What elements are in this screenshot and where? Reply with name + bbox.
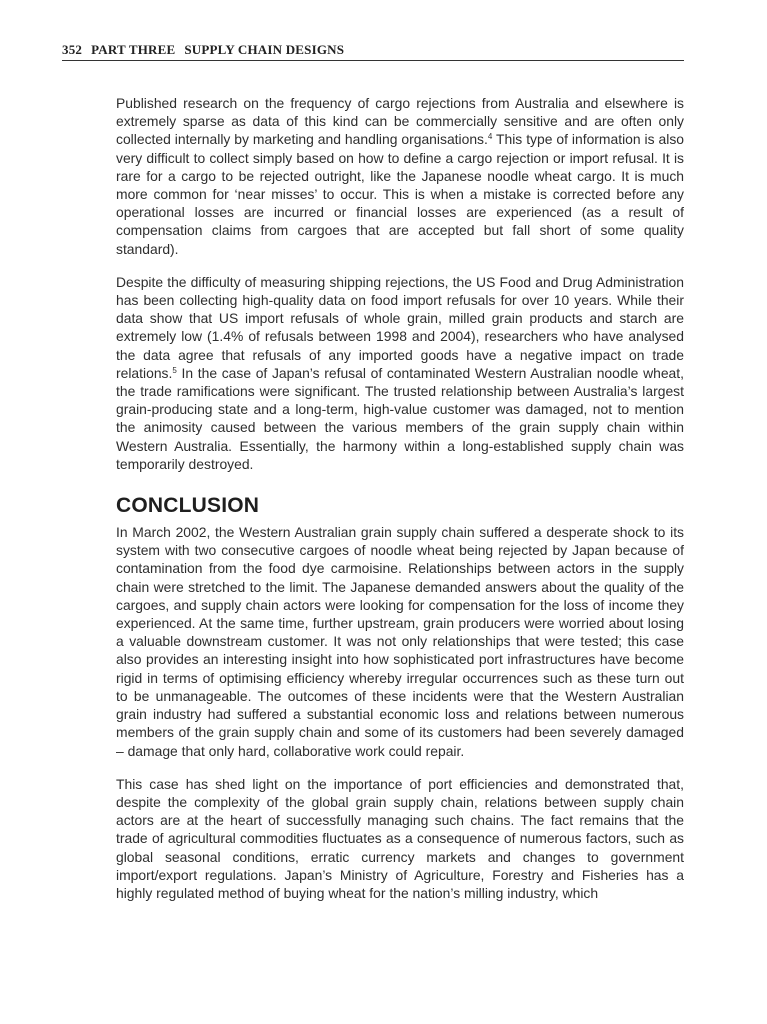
section-title: SUPPLY CHAIN DESIGNS [184,42,345,57]
paragraph-text: Published research on the frequency of cargo rejections from Australia and elsewhere is extremely sparse as data of this kind can be commercially sensitive and are often only collected internally by marketing and handling organisations. [116,95,684,148]
part-label: PART THREE [91,42,176,57]
paragraph-fda-refusals [116,273,684,473]
footnote-marker: 5 [172,365,177,375]
page-number: 352 [62,42,83,57]
conclusion-heading: CONCLUSION [116,494,260,518]
paragraph-text: In the case of Japan’s refusal of contaminated Western Australian noodle wheat, the trade ramifications were significant. The trusted relationship between Australia’s largest grain-producing state and a long-term, high-value customer was damaged, not to mention the animosity caused between the various members of the grain supply chain within Western Australia. Essentially, the harmony within a long-established supply chain was temporarily destroyed. [116,364,684,472]
body-text [116,94,684,902]
paragraph-conclusion-2: This case has shed light on the importance of port efficiencies and demonstrated that, despite the complexity of the global grain supply chain, relations between supply chain actors are at the heart of successfully managing such chains. The fact remains that the trade of agricultural commodities fluctuates as a consequence of numerous factors, such as global seasonal conditions, erratic currency markets and changes to government import/export regulations. Japan’s Ministry of Agriculture, Forestry and Fisheries has a highly regulated method of buying wheat for the nation’s milling industry, which [116,775,684,901]
header-rule [62,60,684,61]
paragraph-text: This type of information is also very difficult to collect simply based on how to define a cargo rejection or import refusal. It is rare for a cargo to be rejected outright, like the Japanese noodle wheat cargo. It is much more common for ‘near misses’ to occur. This is when a mistake is corrected before any operational losses are incurred or financial losses are experienced (as a result of compensation claims from cargoes that are accepted but fall short of some quality standard). [116,131,684,257]
footnote-marker: 4 [487,132,493,142]
running-head [62,42,684,60]
paragraph-cargo-rejections [116,94,684,258]
paragraph-text: Despite the difficulty of measuring shipping rejections, the US Food and Drug Administration has been collecting high-quality data on food import refusals for over 10 years. While their data show that US import refusals of whole grain, milled grain products and starch are extremely low (1.4% of refusals between 1998 and 2004), researchers who have analysed the data agree that refusals of any imported goods have a negative impact on trade relations. [116,273,684,381]
paragraph-conclusion-1: In March 2002, the Western Australian grain supply chain suffered a desperate shock to its system with two consecutive cargoes of noodle wheat being rejected by Japan because of contamination from the food dye carmoisine. Relationships between actors in the supply chain were stretched to the limit. The Japanese demanded answers about the quality of the cargoes, and supply chain actors were looking for compensation for the loss of income they experienced. At the same time, further upstream, grain producers were worried about losing a valuable downstream customer. It was not only relationships that were tested; this case also provides an interesting insight into how sophisticated port infrastructures have become rigid in terms of optimising efficiency whereby irregular occurrences such as these turn out to be unmanageable. The outcomes of these incidents were that the Western Australian grain industry had suffered a substantial economic loss and relations between numerous members of the grain supply chain and some of its customers had been severely damaged – damage that only hard, collaborative work could repair. [116,524,684,759]
